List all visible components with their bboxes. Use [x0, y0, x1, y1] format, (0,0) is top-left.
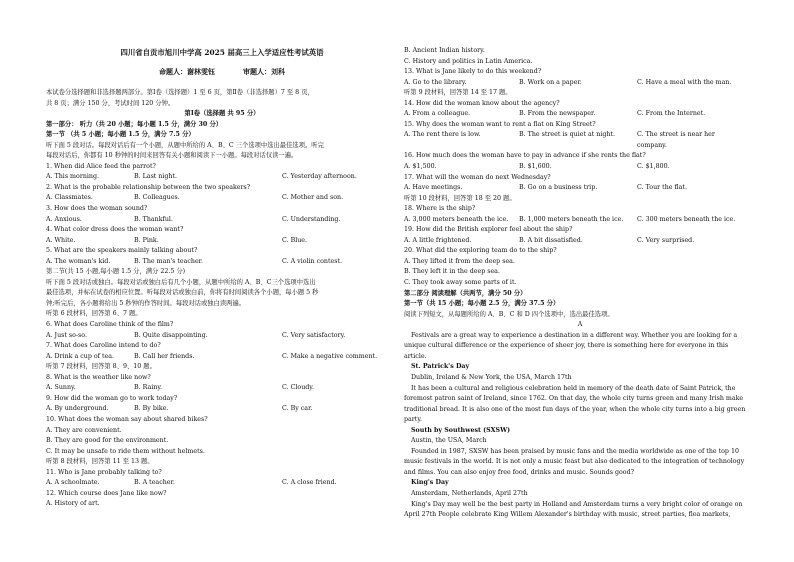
question-stem: 18. Where is the ship? — [404, 205, 476, 213]
question-stem: 19. How did the British explorer feel about the ship? — [404, 226, 573, 234]
section-heading: 第一节（共 15 小题；每小题 2.5 分，满分 37.5 分） — [404, 300, 560, 308]
question-stem: 8. What is the weather like now? — [46, 373, 151, 381]
question-stem: 4. What color dress does the woman want? — [46, 226, 184, 234]
option-c: C. Understanding. — [282, 215, 341, 223]
option-line: A. They lifted it from the deep sea. — [404, 257, 515, 265]
passage-line: Festivals are a great way to experience a destination in a different way. Whether you are looking for a — [411, 331, 738, 339]
option-c: C. Make a negative comment. — [282, 352, 378, 360]
passage-line: foremost patron saint of Ireland, since 1762. On that day, the whole city turns green and many Irish make — [404, 395, 744, 403]
option-a: A. Have meetings. — [404, 184, 463, 192]
passage-line: Founded in 1987, SXSW has been praised by music fans and the media worldwide as one of the top 10 — [411, 447, 739, 455]
option-line: C. History and politics in Latin America. — [404, 57, 533, 65]
option-b: B. Last night. — [134, 173, 178, 181]
option-line: C. It may be unsafe to ride them without helmets. — [46, 447, 205, 455]
option-row — [404, 215, 756, 226]
festival-title: South by Southwest (SXSW) — [411, 426, 511, 434]
option-line: B. They left it in the deep sea. — [404, 268, 500, 276]
option-b: B. Pink. — [134, 236, 159, 244]
option-row — [404, 236, 756, 247]
option-line: A. They are convenient. — [46, 426, 122, 434]
option-c-continued: company. — [637, 141, 667, 149]
option-line: A. History of art. — [46, 500, 100, 508]
question-stem: 6. What does Caroline think of the film? — [46, 321, 174, 329]
material-label: 听第 8 段材料，回答第 11 至 13 题。 — [46, 458, 154, 466]
material-label: 听第 7 段材料，回答第 8、9、10 题。 — [46, 363, 156, 371]
option-row — [46, 215, 398, 226]
passage-letter: A — [577, 321, 583, 329]
passage-line: unique cultural difference or the experience of sheer joy, there is something here for everyone in this — [404, 342, 729, 350]
option-b: B. A teacher. — [134, 479, 175, 487]
question-stem: 5. What are the speakers mainly talking about? — [46, 247, 198, 255]
material-label: 听第 10 段材料，回答第 18 至 20 题。 — [404, 194, 516, 202]
material-label: 听第 6 段材料，回答第 6、7 题。 — [46, 310, 142, 318]
exam-authors — [46, 66, 398, 77]
festival-title: St. Patrick's Day — [411, 363, 470, 371]
option-a: A. A schoolmate. — [46, 479, 100, 487]
question-stem: 17. What will the woman do next Wednesday? — [404, 173, 551, 181]
option-b: B. From the newspaper. — [519, 110, 596, 118]
part-heading: 第一部分： 听力（共 20 小题；每小题 1.5 分，满分 30 分） — [46, 120, 223, 128]
passage-line: party. — [404, 416, 423, 424]
option-a: A. 3,000 meters beneath the ice. — [404, 215, 509, 223]
passage-line: music festivals in the world. It is not only a music feast but also dedicated to the integration of technology — [404, 458, 745, 466]
option-c: C. Yesterday afternoon. — [282, 173, 357, 181]
option-b: B. Go on a business trip. — [519, 184, 598, 192]
option-a: A. Just so-so. — [46, 331, 87, 339]
instruction-line: 听下面 5 段对话。每段对话后有一个小题，从题中所给的 A、B、C 三个选项中选出最佳选项。听完 — [46, 141, 324, 149]
option-row — [46, 331, 398, 342]
option-a: A. Anxious. — [46, 215, 82, 223]
festival-location: Austin, the USA, March — [411, 437, 487, 445]
option-a: A. From a colleague. — [404, 110, 471, 118]
option-c: C. 300 meters beneath the ice. — [637, 215, 736, 223]
option-a: A. The woman's kid. — [46, 257, 111, 265]
question-stem: 1. When did Alice feed the parrot? — [46, 162, 156, 170]
question-stem: 14. How did the woman know about the agency? — [404, 99, 560, 107]
instruction-line: 最佳选项，并标在试卷的相应位置。听每段对话或独白前，你将有时间阅读各个小题，每小题 5 秒 — [46, 289, 319, 297]
option-row — [404, 109, 756, 120]
option-row — [404, 162, 756, 173]
section-heading: 第二节(共 15 小题,每小题 1.5 分，满分 22.5 分) — [46, 268, 186, 276]
option-a: A. This morning. — [46, 173, 99, 181]
intro-line: 本试卷分选择题和非选择题两部分。第Ⅰ卷（选择题）1 至 6 页，第Ⅱ卷（非选择题）7 至 8 页， — [46, 89, 314, 96]
question-stem: 11. Who is Jane probably talking to? — [46, 468, 162, 476]
option-b: B. Call her friends. — [134, 352, 195, 360]
question-stem: 2. What is the probable relationship between the two speakers? — [46, 183, 251, 191]
option-c: C. Have a meal with the man. — [637, 78, 732, 86]
passage-line: King's Day may well be the best party in Holland and Amsterdam turns a very bright color of orange on — [411, 500, 743, 508]
option-row — [46, 352, 398, 363]
question-stem: 9. How did the woman go to work today? — [46, 394, 178, 402]
option-row — [46, 478, 398, 489]
option-b: B. Quite disappointing. — [134, 331, 208, 339]
option-a: A. By underground. — [46, 405, 109, 413]
question-stem: 16. How much does the woman have to pay in advance if she rents the flat? — [404, 152, 646, 160]
festival-location: Dublin, Ireland & New York, the USA, March 17th — [411, 373, 572, 381]
option-row — [404, 183, 756, 194]
option-c: C. Tour the flat. — [637, 184, 687, 192]
section-heading: 第一节 （共 5 小题；每小题 1.5 分，满分 7.5 分） — [46, 131, 195, 139]
part-heading: 第二部分 阅读理解（共两节，满分 50 分） — [404, 289, 527, 297]
right-column — [404, 46, 756, 521]
instruction-line: 听下面 5 段对话或独白。每段对话或独白后有几个小题，从题中所给的 A、B、C三个选项中选出 — [46, 278, 316, 286]
option-c: C. Very surprised. — [637, 236, 695, 244]
passage-line: April 27th People celebrate King Willem Alexander's birthday with music, street parties, flea markets, — [404, 511, 731, 519]
option-row — [46, 236, 398, 247]
question-stem: 7. What does Caroline intend to do? — [46, 342, 161, 350]
passage-line: article. — [404, 352, 427, 360]
option-a: A. Drink a cup of tea. — [46, 352, 115, 360]
option-c: C. Very satisfactory. — [282, 331, 346, 339]
option-row — [404, 130, 756, 141]
volume-heading: 第Ⅰ卷（选择题 共 95 分） — [184, 110, 260, 118]
option-b: B. The street is quiet at night. — [519, 131, 615, 139]
question-stem: 10. What does the woman say about shared bikes? — [46, 415, 208, 423]
option-c: C. $1,800. — [637, 163, 670, 171]
question-stem: 20. What did the exploring team do to the ship? — [404, 247, 557, 255]
question-stem: 13. What is Jane likely to do this weekend? — [404, 68, 542, 76]
option-a: A. $1,500. — [404, 163, 437, 171]
option-b: B. 1,000 meters beneath the ice. — [519, 215, 624, 223]
option-a: A. Sunny. — [46, 384, 76, 392]
option-c: C. Blue. — [282, 236, 308, 244]
option-c: C. By car. — [282, 405, 313, 413]
option-b: B. Colleagues. — [134, 194, 180, 202]
passage-line: and films. You can also enjoy free food, drinks and music. Sounds good? — [404, 468, 634, 476]
option-row — [404, 78, 756, 89]
author-label: 命题人：谢林雯钰 — [159, 67, 215, 76]
option-line: B. They are good for the environment. — [46, 437, 169, 445]
reviewer-label: 审题人：刘科 — [243, 67, 285, 76]
festival-title: King's Day — [411, 479, 449, 487]
material-label: 听第 9 段材料，回答第 14 至 17 题。 — [404, 89, 512, 97]
option-c: C. Cloudy. — [282, 384, 315, 392]
passage-line: traditional bread. It is also one of the most fun days of the year, when the whole city turns into a big green — [404, 405, 746, 413]
option-a: A. A little frightened. — [404, 236, 472, 244]
option-a: A. Classmates. — [46, 194, 93, 202]
question-stem: 12. Which course does Jane like now? — [46, 489, 167, 497]
option-b: B. Rainy. — [134, 384, 163, 392]
option-line: C. They took away some parts of it. — [404, 279, 517, 287]
option-b: B. The man's teacher. — [134, 257, 203, 265]
option-row — [404, 141, 756, 152]
option-c: C. The street is near her — [637, 131, 715, 139]
instruction-line: 阅读下列短文，从每题所给的 A、B、C 和 D 四个选项中，选出最佳选项。 — [404, 310, 614, 318]
option-row — [46, 193, 398, 204]
question-stem: 15. Why does the woman want to rent a flat on King Street? — [404, 120, 596, 128]
option-b: B. A bit dissatisfied. — [519, 236, 583, 244]
option-a: A. White. — [46, 236, 76, 244]
option-c: C. From the Internet. — [637, 110, 706, 118]
option-a: A. The rent there is low. — [404, 131, 481, 139]
passage-line: It has been a cultural and religious celebration held in memory of the death date of Saint Patrick, the — [411, 384, 736, 392]
option-row — [46, 172, 398, 183]
option-row — [46, 257, 398, 268]
festival-location: Amsterdam, Netherlands, April 27th — [411, 489, 528, 497]
option-b: B. Work on a paper. — [519, 78, 582, 86]
left-column — [46, 88, 398, 510]
option-c: C. A close friend. — [282, 479, 337, 487]
option-c: C. Mother and son. — [282, 194, 344, 202]
question-stem: 3. How does the woman sound? — [46, 205, 148, 213]
option-a: A. Go to the library. — [404, 78, 467, 86]
option-b: B. By bike. — [134, 405, 169, 413]
instruction-line: 钟;听完后，各小题将给出 5 秒钟的作答时间。每段对话或独白读两遍。 — [46, 299, 246, 307]
option-c: C. A violin contest. — [282, 257, 342, 265]
option-row — [46, 404, 398, 415]
option-line: B. Ancient Indian history. — [404, 47, 485, 54]
option-row — [46, 383, 398, 394]
intro-line: 共 8 页；满分 150 分，考试时间 120 分钟。 — [46, 99, 175, 107]
exam-title: 四川省自贡市旭川中学高 2025 届高三上入学适应性考试英语 — [120, 48, 324, 57]
instruction-line: 每段对话后，你都有 10 秒钟的时间来回答有关小题和阅读下一小题。每段对话仅读一遍。 — [46, 152, 298, 160]
option-b: B. $1,600. — [519, 163, 552, 171]
option-b: B. Thankful. — [134, 215, 173, 223]
